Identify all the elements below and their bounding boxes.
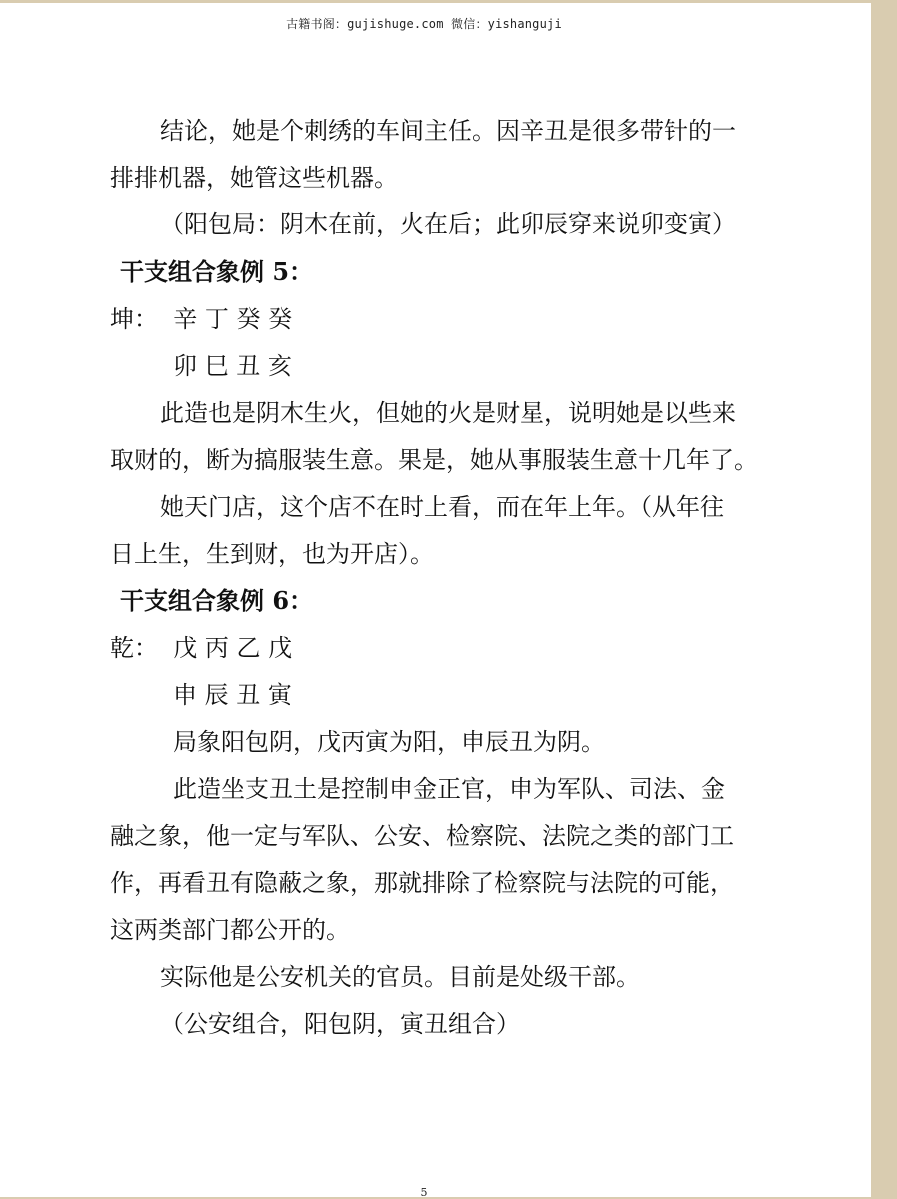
section-heading: 干支组合象例 5： xyxy=(120,257,314,286)
paragraph-line: 排排机器，她管这些机器。 xyxy=(110,164,398,192)
page-header: 古籍书阁：gujishuge.com 微信：yishanguji xyxy=(286,17,562,31)
bazi-row-branches: 申 辰 丑 寅 xyxy=(173,681,292,709)
paragraph-line: 这两类部门都公开的。 xyxy=(110,916,350,944)
paragraph-line: 实际他是公安机关的官员。目前是处级干部。 xyxy=(160,963,640,991)
paragraph-line: 此造坐支丑土是控制申金正官，申为军队、司法、金 xyxy=(173,775,725,803)
paragraph-line: 局象阳包阴，戊丙寅为阳，申辰丑为阴。 xyxy=(173,728,605,756)
paragraph-line: 融之象，他一定与军队、公安、检察院、法院之类的部门工 xyxy=(110,822,734,850)
paragraph-line: 作，再看丑有隐蔽之象，那就排除了检察院与法院的可能， xyxy=(110,869,734,897)
section-heading: 干支组合象例 6： xyxy=(120,586,314,615)
paragraph-line: 结论，她是个刺绣的车间主任。因辛丑是很多带针的一 xyxy=(160,117,736,145)
bazi-row-branches: 卯 巳 丑 亥 xyxy=(173,352,292,380)
bazi-row-stems: 乾： 戊 丙 乙 戊 xyxy=(110,634,293,662)
paragraph-line: （公安组合，阳包阴，寅丑组合） xyxy=(160,1010,520,1038)
paragraph-line: 此造也是阴木生火，但她的火是财星，说明她是以些来 xyxy=(160,399,736,427)
page-number: 5 xyxy=(420,1186,428,1199)
paragraph-line: 日上生，生到财，也为开店）。 xyxy=(110,540,434,568)
bazi-row-stems: 坤： 辛 丁 癸 癸 xyxy=(110,305,293,333)
paragraph-line: 取财的，断为搞服装生意。果是，她从事服装生意十几年了。 xyxy=(110,446,758,474)
paragraph-line: （阳包局：阴木在前，火在后；此卯辰穿来说卯变寅） xyxy=(160,210,736,238)
paragraph-line: 她天门店，这个店不在时上看，而在年上年。（从年往 xyxy=(160,493,724,521)
